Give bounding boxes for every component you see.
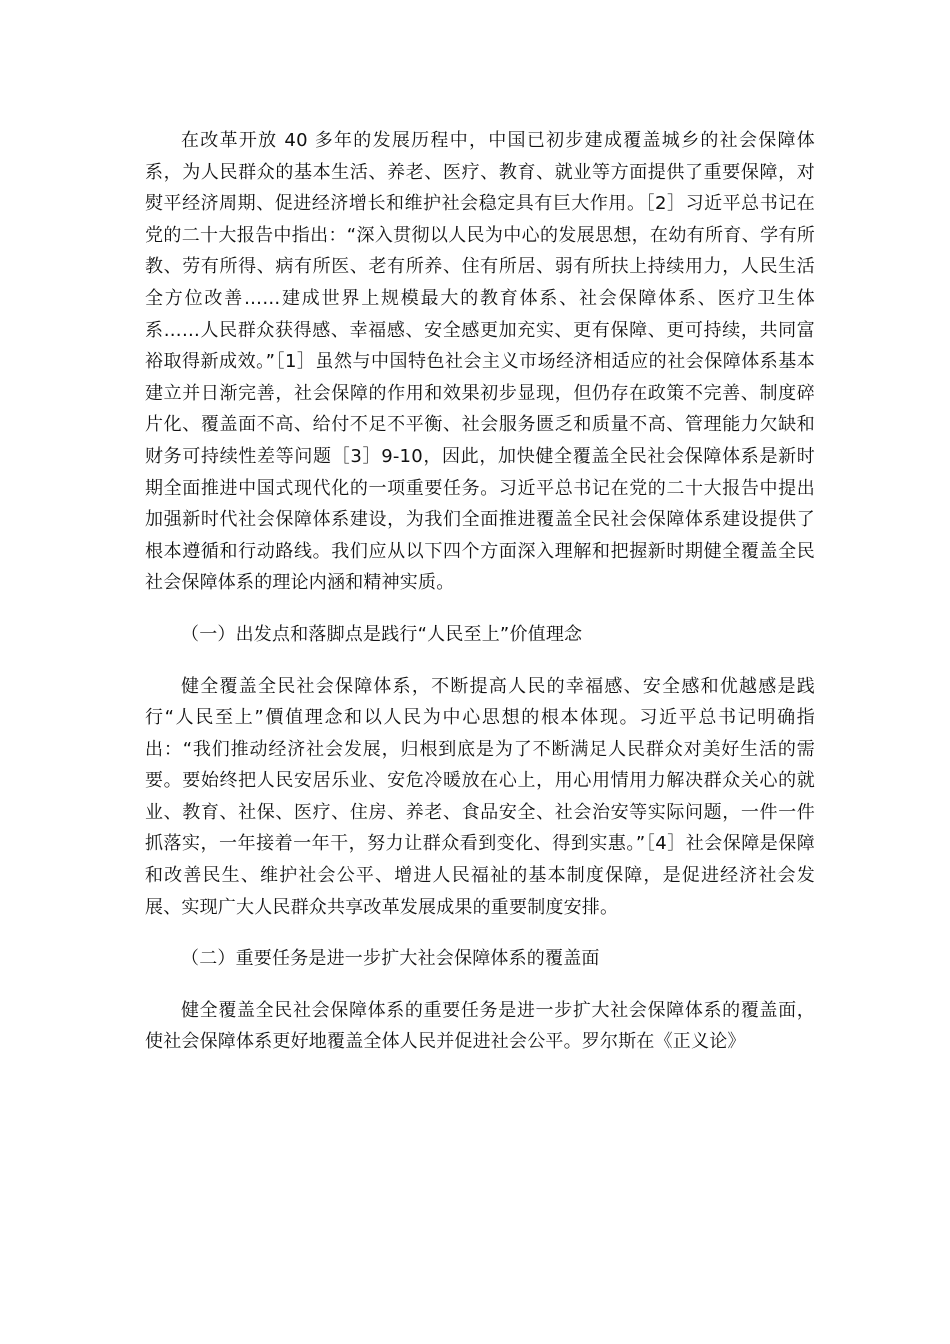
document-page	[145, 125, 815, 1058]
section-heading-1: （一）出发点和落脚点是践行“人民至上”价值理念	[181, 623, 583, 645]
body-paragraph-3: 健全覆盖全民社会保障体系的重要任务是进一步扩大社会保障体系的覆盖面，使社会保障体系更好地覆盖全体人民并促进社会公平。罗尔斯在《正义论》	[145, 999, 815, 1053]
body-paragraph-1: 在改革开放 40 多年的发展历程中，中国已初步建成覆盖城乡的社会保障体系，为人民群众的基本生活、养老、医疗、教育、就业等方面提供了重要保障，对熨平经济周期、促进经济增长和维护社会稳定具有巨大作用。［2］习近平总书记在党的二十大报告中指出：“深入贯彻以人民为中心的发展思想，在幼有所育、学有所教、劳有所得、病有所医、老有所养、住有所居、弱有所扶上持续用力，人民生活全方位改善……建成世界上规模最大的教育体系、社会保障体系、医疗卫生体系……人民群众获得感、幸福感、安全感更加充实、更有保障、更可持续，共同富裕取得新成效。”［1］虽然与中国特色社会主义市场经济相适应的社会保障体系基本建立并日渐完善，社会保障的作用和效果初步显现，但仍存在政策不完善、制度碎片化、覆盖面不高、给付不足不平衡、社会服务匮乏和质量不高、管理能力欠缺和财务可持续性差等问题［3］9-10，因此，加快健全覆盖全民社会保障体系是新时期全面推进中国式现代化的一项重要任务。习近平总书记在党的二十大报告中提出加强新时代社会保障体系建设，为我们全面推进覆盖全民社会保障体系建设提供了根本遵循和行动路线。我们应从以下四个方面深入理解和把握新时期健全覆盖全民社会保障体系的理论内涵和精神实质。	[145, 130, 815, 594]
body-paragraph-2: 健全覆盖全民社会保障体系，不断提高人民的幸福感、安全感和优越感是践行“人民至上”價值理念和以人民为中心思想的根本体现。习近平总书记明确指出：“我们推动经济社会发展，归根到底是为了不断满足人民群众对美好生活的需要。要始终把人民安居乐业、安危冷暖放在心上，用心用情用力解决群众关心的就业、教育、社保、医疗、住房、养老、食品安全、社会治安等实际问题，一件一件抓落实，一年接着一年干，努力让群众看到变化、得到实惠。”［4］社会保障是保障和改善民生、维护社会公平、增进人民福祉的基本制度保障，是促进经济社会发展、实现广大人民群众共享改革发展成果的重要制度安排。	[145, 675, 815, 918]
section-heading-2: （二）重要任务是进一步扩大社会保障体系的覆盖面	[181, 948, 600, 970]
